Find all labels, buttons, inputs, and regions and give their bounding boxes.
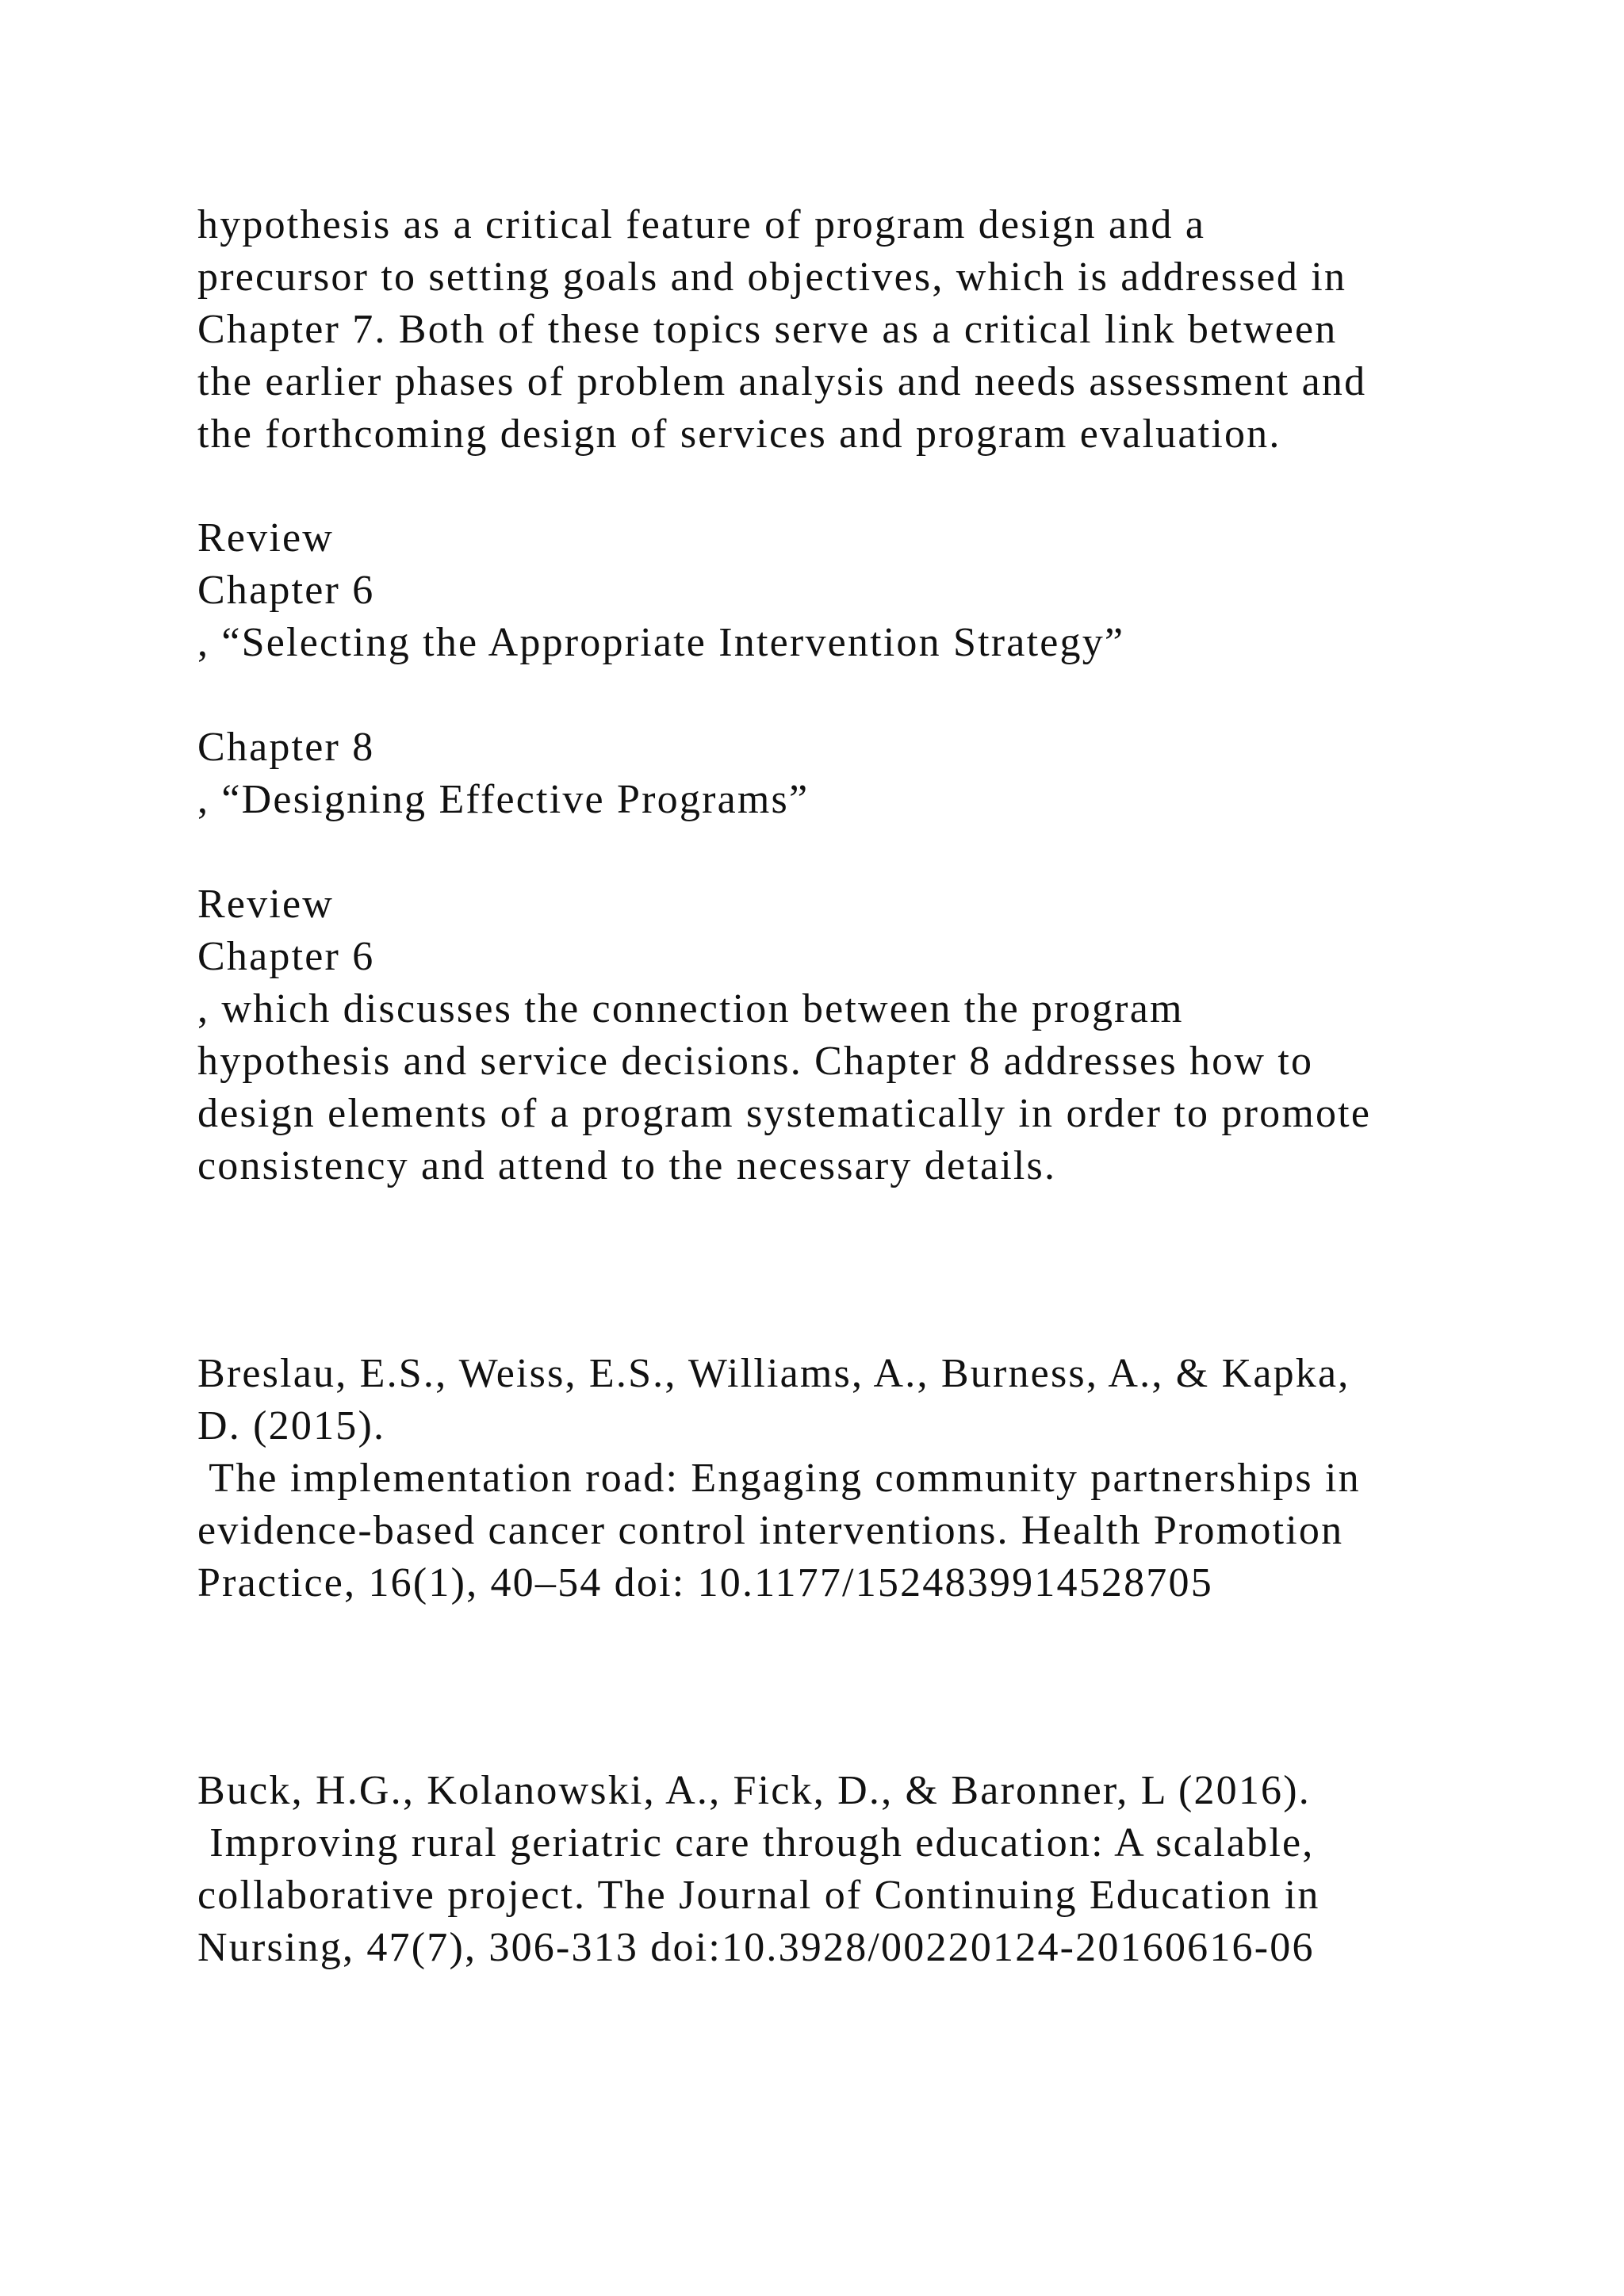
review-line: consistency and attend to the necessary details. bbox=[197, 1143, 1057, 1188]
intro-line: hypothesis as a critical feature of program design and a bbox=[197, 202, 1206, 247]
chapter-8-reference: Chapter 8 bbox=[197, 725, 375, 770]
reference-line: collaborative project. The Journal of Continuing Education in bbox=[197, 1873, 1320, 1918]
reference-line: The implementation road: Engaging community partnerships in bbox=[197, 1456, 1361, 1501]
review-line: design elements of a program systematically in order to promote bbox=[197, 1091, 1372, 1136]
intro-line: precursor to setting goals and objectives, which is addressed in bbox=[197, 254, 1347, 300]
review-line: hypothesis and service decisions. Chapter 8 addresses how to bbox=[197, 1039, 1314, 1084]
chapter-8-title: , “Designing Effective Programs” bbox=[197, 777, 810, 822]
review-label: Review bbox=[197, 515, 335, 561]
intro-line: the forthcoming design of services and program evaluation. bbox=[197, 411, 1281, 457]
reference-line: Buck, H.G., Kolanowski, A., Fick, D., & Baronner, L (2016). bbox=[197, 1768, 1311, 1813]
chapter-6-reference: Chapter 6 bbox=[197, 934, 375, 979]
chapter-6-title: , “Selecting the Appropriate Intervention Strategy” bbox=[197, 620, 1125, 665]
intro-line: the earlier phases of problem analysis and needs assessment and bbox=[197, 359, 1367, 404]
reference-line: Improving rural geriatric care through education: A scalable, bbox=[197, 1820, 1315, 1866]
reference-line: evidence-based cancer control interventions. Health Promotion bbox=[197, 1508, 1344, 1553]
chapter-6-reference: Chapter 6 bbox=[197, 568, 375, 613]
review-label: Review bbox=[197, 882, 335, 927]
review-line: , which discusses the connection between the program bbox=[197, 986, 1184, 1031]
reference-line: Practice, 16(1), 40–54 doi: 10.1177/1524839914528705 bbox=[197, 1560, 1213, 1605]
reference-line: Nursing, 47(7), 306-313 doi:10.3928/00220124-20160616-06 bbox=[197, 1925, 1315, 1970]
reference-line: D. (2015). bbox=[197, 1403, 386, 1448]
intro-line: Chapter 7. Both of these topics serve as a critical link between bbox=[197, 307, 1338, 352]
reference-line: Breslau, E.S., Weiss, E.S., Williams, A., Burness, A., & Kapka, bbox=[197, 1351, 1350, 1396]
